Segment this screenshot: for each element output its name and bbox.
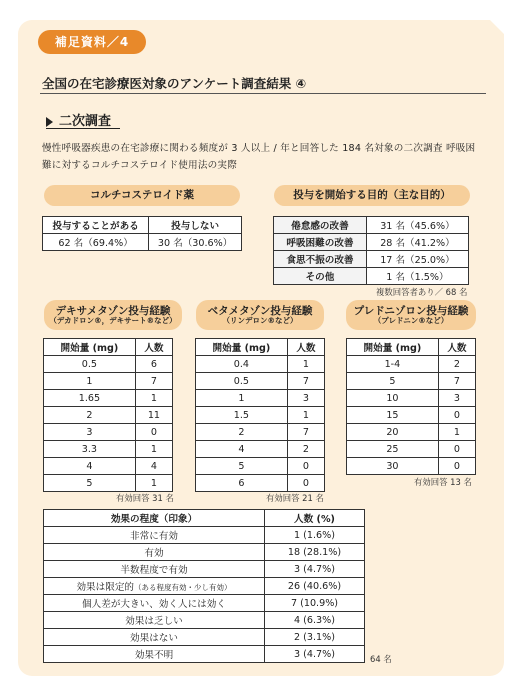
count-cell: 1 (287, 407, 324, 424)
table-row (44, 441, 173, 458)
effect-label: 半数程度で有効 (44, 561, 265, 578)
dose-cell: 4 (196, 441, 288, 458)
dose-cell: 25 (347, 441, 439, 458)
table-row (44, 646, 365, 663)
purpose-value: 31 名（45.6%） (366, 217, 468, 234)
beta-table (195, 338, 325, 492)
pred-header-dose: 開始量 (mg) (347, 339, 439, 356)
beta-header-count: 人数 (287, 339, 324, 356)
effect-header-label: 効果の程度（印象） (44, 510, 265, 527)
count-cell: 6 (135, 356, 172, 373)
cortico-value-yes: 62 名（69.4%） (43, 234, 149, 251)
beta-header-dose: 開始量 (mg) (196, 339, 288, 356)
dexa-pill (44, 300, 182, 330)
table-row (347, 390, 476, 407)
dexa-header-count: 人数 (135, 339, 172, 356)
count-cell: 11 (135, 407, 172, 424)
dose-cell: 2 (44, 407, 136, 424)
table-row (196, 373, 325, 390)
purpose-value: 1 名（1.5%） (366, 268, 468, 285)
pred-table (346, 338, 476, 475)
dose-cell: 2 (196, 424, 288, 441)
dose-cell: 0.5 (196, 373, 288, 390)
table-row (196, 475, 325, 492)
purpose-table (273, 216, 469, 285)
count-cell: 0 (135, 424, 172, 441)
effect-value: 7 (10.9%) (265, 595, 365, 612)
dexa-pill-sub: （デカドロン®，デキサート®など） (49, 315, 177, 325)
cortico-table (42, 216, 242, 251)
dose-cell: 0.5 (44, 356, 136, 373)
purpose-pill: 投与を開始する目的（主な目的） (274, 185, 470, 206)
table-row (274, 251, 469, 268)
cortico-header-no: 投与しない (149, 217, 242, 234)
dose-cell: 3.3 (44, 441, 136, 458)
table-row (274, 234, 469, 251)
dose-cell: 1-4 (347, 356, 439, 373)
table-row (44, 475, 173, 492)
dose-cell: 3 (44, 424, 136, 441)
count-cell: 0 (438, 458, 475, 475)
table-row (44, 458, 173, 475)
table-row (196, 407, 325, 424)
table-row (274, 268, 469, 285)
count-cell: 2 (438, 356, 475, 373)
count-cell: 0 (438, 407, 475, 424)
effect-label: 効果はない (44, 629, 265, 646)
dexa-note: 有効回答 31 名 (116, 493, 174, 503)
table-row (196, 441, 325, 458)
table-row (44, 356, 173, 373)
effect-value: 1 (1.6%) (265, 527, 365, 544)
table-row (44, 578, 365, 595)
purpose-note: 複数回答者あり／ 68 名 (376, 287, 468, 297)
table-row (44, 595, 365, 612)
dose-cell: 6 (196, 475, 288, 492)
dose-cell: 1.65 (44, 390, 136, 407)
section-underline (46, 128, 120, 129)
effect-label: 非常に有効 (44, 527, 265, 544)
table-row (196, 356, 325, 373)
dexa-header-dose: 開始量 (mg) (44, 339, 136, 356)
dose-cell: 1.5 (196, 407, 288, 424)
table-row (347, 458, 476, 475)
effect-value: 18 (28.1%) (265, 544, 365, 561)
effect-label: 有効 (44, 544, 265, 561)
pred-pill (346, 300, 476, 330)
dose-cell: 10 (347, 390, 439, 407)
pred-header-count: 人数 (438, 339, 475, 356)
count-cell: 3 (438, 390, 475, 407)
dose-cell: 1 (196, 390, 288, 407)
supplement-tag: 補足資料／4 (38, 30, 146, 54)
count-cell: 1 (438, 424, 475, 441)
effect-label: 個人差が大きい、効く人には効く (44, 595, 265, 612)
effect-label: 効果は限定的 (76, 582, 135, 593)
purpose-label: その他 (274, 268, 367, 285)
dose-cell: 30 (347, 458, 439, 475)
table-row (44, 407, 173, 424)
section-heading (46, 110, 111, 129)
purpose-value: 17 名（25.0%） (366, 251, 468, 268)
count-cell: 7 (438, 373, 475, 390)
dose-cell: 15 (347, 407, 439, 424)
table-row (196, 390, 325, 407)
effect-label: 効果は乏しい (44, 612, 265, 629)
table-row (347, 441, 476, 458)
dexa-table (43, 338, 173, 492)
effect-value: 3 (4.7%) (265, 646, 365, 663)
table-row (347, 356, 476, 373)
table-row (44, 629, 365, 646)
cortico-value-no: 30 名（30.6%） (149, 234, 242, 251)
cortico-header-yes: 投与することがある (43, 217, 149, 234)
dose-cell: 0.4 (196, 356, 288, 373)
count-cell: 7 (287, 424, 324, 441)
title-divider (40, 93, 486, 94)
count-cell: 1 (135, 475, 172, 492)
table-row (44, 390, 173, 407)
beta-pill-title: ベタメタゾン投与経験 (207, 304, 313, 317)
purpose-label: 倦怠感の改善 (274, 217, 367, 234)
table-row (44, 527, 365, 544)
table-row (196, 424, 325, 441)
dose-cell: 4 (44, 458, 136, 475)
effect-table (43, 509, 365, 663)
effect-header-count: 人数 (%) (265, 510, 365, 527)
table-row (347, 373, 476, 390)
effect-label: 効果不明 (44, 646, 265, 663)
table-row (44, 373, 173, 390)
beta-pill-sub: （リンデロン®など） (222, 315, 298, 325)
purpose-label: 食思不振の改善 (274, 251, 367, 268)
effect-value: 2 (3.1%) (265, 629, 365, 646)
table-row (44, 424, 173, 441)
effect-value: 26 (40.6%) (265, 578, 365, 595)
dexa-pill-title: デキサメタゾン投与経験 (55, 304, 171, 317)
dose-cell: 5 (196, 458, 288, 475)
count-cell: 1 (135, 441, 172, 458)
table-row (44, 612, 365, 629)
dose-cell: 1 (44, 373, 136, 390)
count-cell: 7 (135, 373, 172, 390)
count-cell: 0 (287, 475, 324, 492)
dose-cell: 5 (44, 475, 136, 492)
section-title: 二次調査 (59, 114, 112, 129)
dose-cell: 5 (347, 373, 439, 390)
count-cell: 0 (287, 458, 324, 475)
count-cell: 3 (287, 390, 324, 407)
count-cell: 7 (287, 373, 324, 390)
table-row (196, 458, 325, 475)
count-cell: 0 (438, 441, 475, 458)
pred-pill-title: プレドニゾロン投与経験 (353, 304, 469, 317)
dose-cell: 20 (347, 424, 439, 441)
table-row (347, 407, 476, 424)
page-corner-fold (490, 20, 504, 34)
table-row (274, 217, 469, 234)
effect-label-sub: （ある程度有効・少し有効） (134, 583, 232, 592)
beta-note: 有効回答 21 名 (266, 493, 324, 503)
purpose-label: 呼吸困難の改善 (274, 234, 367, 251)
table-row (347, 424, 476, 441)
count-cell: 2 (287, 441, 324, 458)
effect-value: 3 (4.7%) (265, 561, 365, 578)
count-cell: 4 (135, 458, 172, 475)
cortico-pill: コルチコステロイド薬 (44, 185, 240, 206)
beta-pill (196, 300, 324, 330)
pred-pill-sub: （プレドニン®など） (373, 315, 449, 325)
table-row (44, 544, 365, 561)
table-row (44, 561, 365, 578)
effect-label-limited (44, 578, 265, 595)
page-title: 全国の在宅診療医対象のアンケート調査結果 ④ (42, 76, 307, 91)
triangle-bullet-icon (46, 117, 53, 127)
effect-note: 64 名 (370, 654, 392, 664)
effect-value: 4 (6.3%) (265, 612, 365, 629)
purpose-value: 28 名（41.2%） (366, 234, 468, 251)
intro-text: 慢性呼吸器疾患の在宅診療に関わる頻度が 3 人以上 / 年と回答した 184 名対象の二次調査 呼吸困難に対するコルチコステロイド使用法の実際 (42, 143, 476, 171)
count-cell: 1 (287, 356, 324, 373)
count-cell: 1 (135, 390, 172, 407)
pred-note: 有効回答 13 名 (414, 477, 472, 487)
